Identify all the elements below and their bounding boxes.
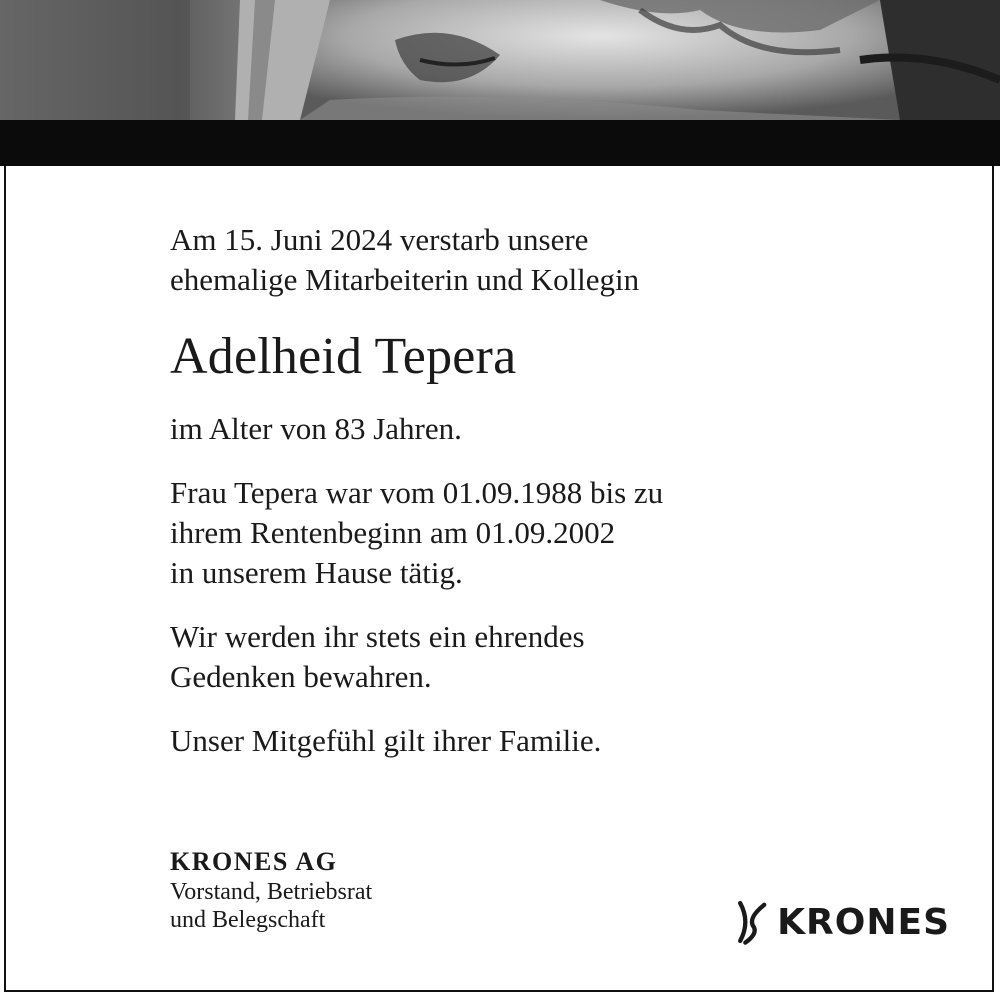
company-name: KRONES AG bbox=[170, 847, 338, 876]
employment-line: Frau Tepera war vom 01.09.1988 bis zu bbox=[170, 475, 664, 510]
signature-block bbox=[170, 846, 590, 934]
sympathy-text: Unser Mitgefühl gilt ihrer Familie. bbox=[170, 723, 602, 758]
signature-line: und Belegschaft bbox=[170, 907, 326, 933]
deceased-name: Adelheid Tepera bbox=[170, 328, 517, 385]
employment-line: in unserem Hause tätig. bbox=[170, 555, 463, 590]
memory-line: Wir werden ihr stets ein ehrendes bbox=[170, 619, 585, 654]
krones-logo-icon bbox=[735, 894, 771, 950]
signature-line: Vorstand, Betriebsrat bbox=[170, 879, 373, 905]
age-text: im Alter von 83 Jahren. bbox=[170, 411, 462, 446]
notice-body bbox=[170, 220, 890, 761]
krones-logo bbox=[735, 893, 950, 951]
memory-line: Gedenken bewahren. bbox=[170, 659, 432, 694]
employment-text bbox=[170, 473, 890, 593]
krones-logo-text: KRONES bbox=[777, 901, 950, 943]
header-black-bar bbox=[0, 120, 1000, 166]
memory-text bbox=[170, 617, 890, 697]
stone-angel-statue-photo bbox=[0, 0, 1000, 120]
intro-text bbox=[170, 220, 890, 300]
intro-line: Am 15. Juni 2024 verstarb unsere bbox=[170, 222, 589, 257]
intro-line: ehemalige Mitarbeiterin und Kollegin bbox=[170, 262, 640, 297]
employment-line: ihrem Rentenbeginn am 01.09.2002 bbox=[170, 515, 616, 550]
